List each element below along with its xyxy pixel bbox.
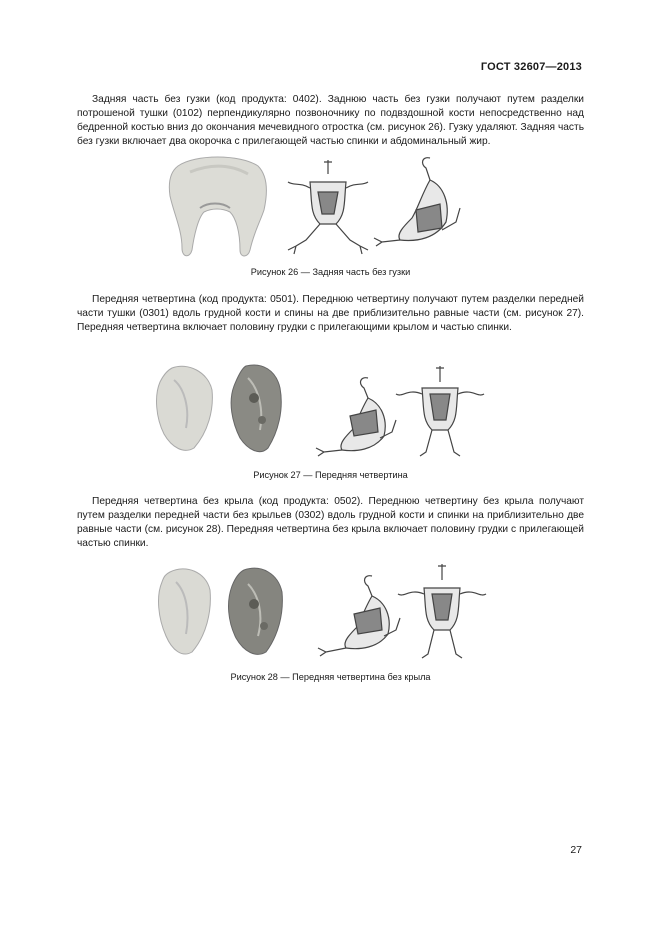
front-quarter-meat-photo (231, 365, 281, 452)
skeleton-side-diagram (316, 378, 396, 456)
skeleton-front-diagram (398, 564, 486, 658)
paragraph-rear-part (77, 93, 584, 149)
front-quarter-skin-photo (157, 366, 213, 450)
figure-caption-28: Рисунок 28 — Передняя четвертина без крыла (230, 672, 431, 682)
paragraph-text: Передняя четвертина (код продукта: 0501). Переднюю четвертину получают путем разделки передней части тушки (0301) вдоль грудной кости и спины на две приблизительно равные части (см. рисунок 27). Передняя четвертина включает половину грудки с прилегающими крылом и частью спинки. (77, 294, 584, 333)
skeleton-side-diagram (318, 576, 400, 656)
document-header: ГОСТ 32607—2013 (480, 61, 582, 73)
rear-part-photo (169, 157, 266, 256)
figure-caption-27: Рисунок 27 — Передняя четвертина (253, 470, 408, 480)
figure-27 (150, 358, 490, 462)
figure-caption-26: Рисунок 26 — Задняя часть без гузки (250, 267, 411, 277)
skeleton-front-diagram (396, 366, 484, 456)
figure-26 (160, 152, 480, 264)
front-quarter-no-wing-skin-photo (159, 569, 211, 654)
paragraph-text: Передняя четвертина без крыла (код продукта: 0502). Переднюю четвертину без крыла получают путем разделки передней части без крыльев (0302) вдоль грудной кости и спинки на приблизительно две равные части (см. рисунок 28). Передняя четвертина без крыла включает половину грудки с прилегающей частью спинки. (77, 496, 584, 549)
skeleton-front-diagram (288, 160, 368, 254)
front-quarter-no-wing-meat-photo (229, 568, 283, 654)
paragraph-front-quarter-no-wing (77, 495, 584, 551)
skeleton-side-diagram (374, 158, 460, 246)
paragraph-front-quarter (77, 293, 584, 335)
figure-28 (150, 560, 490, 664)
paragraph-text: Задняя часть без гузки (код продукта: 0402). Заднюю часть без гузки получают путем разделки потрошеной тушки (0102) перпендикулярно позвоночнику по подвздошной кости непосредственно над бедренной костью вниз до окончания мечевидного отростка (см. рисунок 26). Гузку удаляют. Задняя часть без гузки включает два окорочка с прилегающей частью спинки и абдоминальный жир. (77, 94, 584, 147)
page-number: 27 (570, 844, 582, 856)
